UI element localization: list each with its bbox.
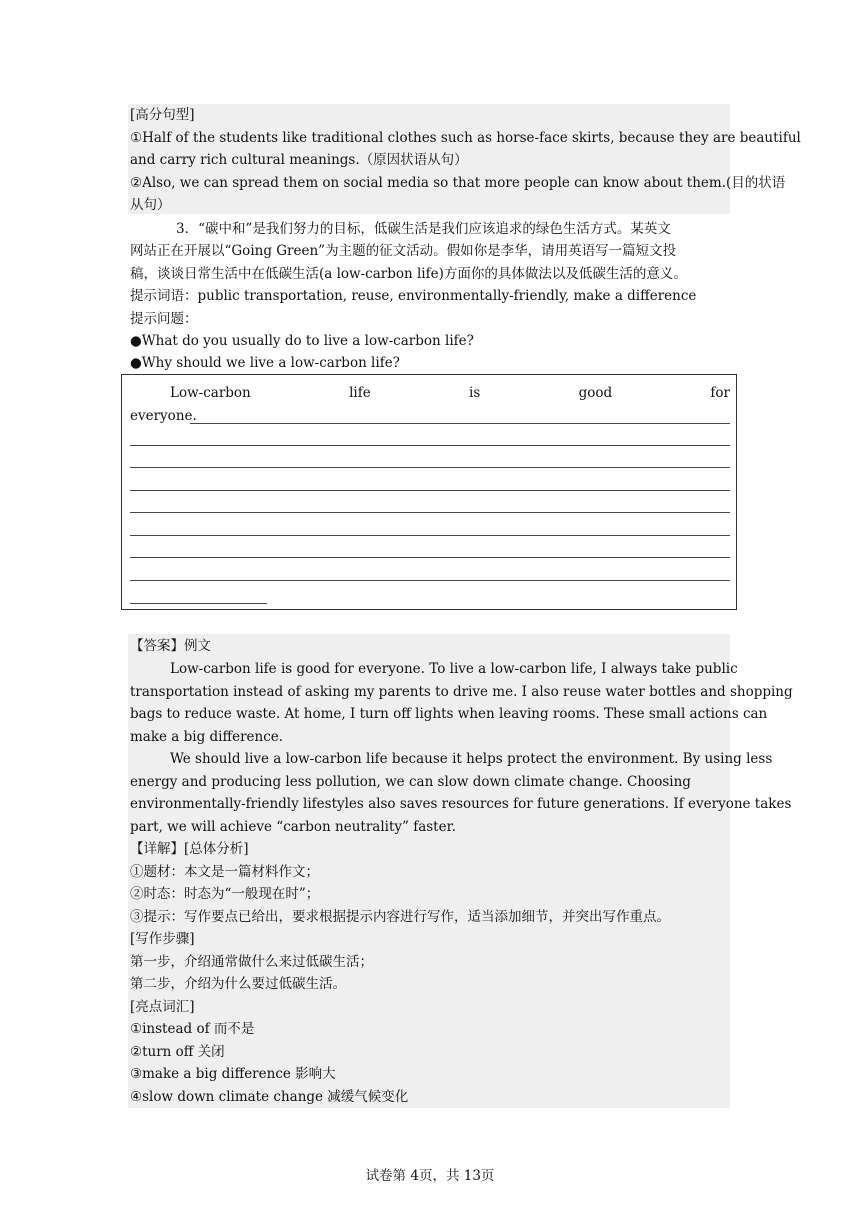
question-text-line-3: 稿，谈谈日常生活中在低碳生活(a low-carbon life)方面你的具体做法以及低碳生活的意义。 <box>130 266 687 282</box>
writing-line <box>130 490 730 491</box>
writing-answer-box <box>121 374 737 610</box>
writing-box-first-line <box>170 382 730 404</box>
analysis-item: ①题材：本文是一篇材料作文； <box>130 864 319 880</box>
writing-line <box>130 557 730 558</box>
vocab-item: ③make a big difference 影响大 <box>130 1066 336 1082</box>
writing-word: is <box>469 385 481 401</box>
section-heading-sentences: [高分句型] <box>130 107 195 123</box>
vocab-heading: [亮点词汇] <box>130 999 195 1015</box>
sentence-2-line-1: ②Also, we can spread them on social media so that more people can know about them.(目的状语 <box>130 175 786 191</box>
answer-paragraph-1: bags to reduce waste. At home, I turn off lights when leaving rooms. These small actions can <box>130 706 768 722</box>
writing-word: good <box>578 385 613 401</box>
sentence-1-line-2: and carry rich cultural meanings.（原因状语从句） <box>130 152 468 168</box>
vocab-item: ④slow down climate change 减缓气候变化 <box>130 1089 409 1105</box>
hint-question-1: ●What do you usually do to live a low-carbon life? <box>130 333 474 349</box>
sentence-1-line-1: ①Half of the students like traditional clothes such as horse-face skirts, because they are beautiful <box>130 130 801 146</box>
writing-word: life <box>349 385 371 401</box>
writing-line <box>130 535 730 536</box>
writing-line <box>130 580 730 581</box>
answer-paragraph-2: environmentally-friendly lifestyles also saves resources for future generations. If everyone takes <box>130 796 792 812</box>
answer-paragraph-2: energy and producing less pollution, we can slow down climate change. Choosing <box>130 774 691 790</box>
step-item: 第二步，介绍为什么要过低碳生活。 <box>130 976 346 992</box>
page-footer: 试卷第 4页，共 13页 <box>365 1168 495 1184</box>
writing-line <box>130 603 267 604</box>
writing-word: Low-carbon <box>170 385 251 401</box>
answer-paragraph-2: part, we will achieve “carbon neutrality” faster. <box>130 819 456 835</box>
writing-word: everyone. <box>130 408 197 424</box>
question-text-line-1: 3．“碳中和”是我们努力的目标，低碳生活是我们应该追求的绿色生活方式。某英文 <box>176 221 671 237</box>
answer-paragraph-1: Low-carbon life is good for everyone. To live a low-carbon life, I always take public <box>170 661 738 677</box>
hint-words: 提示词语：public transportation, reuse, environmentally-friendly, make a difference <box>130 288 697 304</box>
question-text-line-2: 网站正在开展以“Going Green”为主题的征文活动。假如你是李华，请用英语写一篇短文投 <box>130 243 677 259</box>
writing-line <box>130 445 730 446</box>
answer-paragraph-1: make a big difference. <box>130 729 284 745</box>
detail-heading: 【详解】[总体分析] <box>130 841 249 857</box>
answer-paragraph-1: transportation instead of asking my parents to drive me. I also reuse water bottles and shopping <box>130 684 793 700</box>
steps-heading: [写作步骤] <box>130 931 195 947</box>
sentence-2-line-2: 从句） <box>130 197 171 213</box>
writing-word: for <box>710 385 730 401</box>
answer-paragraph-2: We should live a low-carbon life because it helps protect the environment. By using less <box>170 751 773 767</box>
answer-heading: 【答案】例文 <box>130 638 211 654</box>
vocab-item: ①instead of 而不是 <box>130 1021 255 1037</box>
hint-questions-label: 提示问题： <box>130 311 198 327</box>
analysis-item: ③提示：写作要点已给出，要求根据提示内容进行写作，适当添加细节，并突出写作重点。 <box>130 909 670 925</box>
writing-line <box>130 467 730 468</box>
writing-line <box>130 512 730 513</box>
writing-line <box>190 423 730 424</box>
hint-question-2: ●Why should we live a low-carbon life? <box>130 355 400 371</box>
vocab-item: ②turn off 关闭 <box>130 1044 225 1060</box>
analysis-item: ②时态：时态为“一般现在时”； <box>130 886 320 902</box>
step-item: 第一步，介绍通常做什么来过低碳生活； <box>130 954 373 970</box>
